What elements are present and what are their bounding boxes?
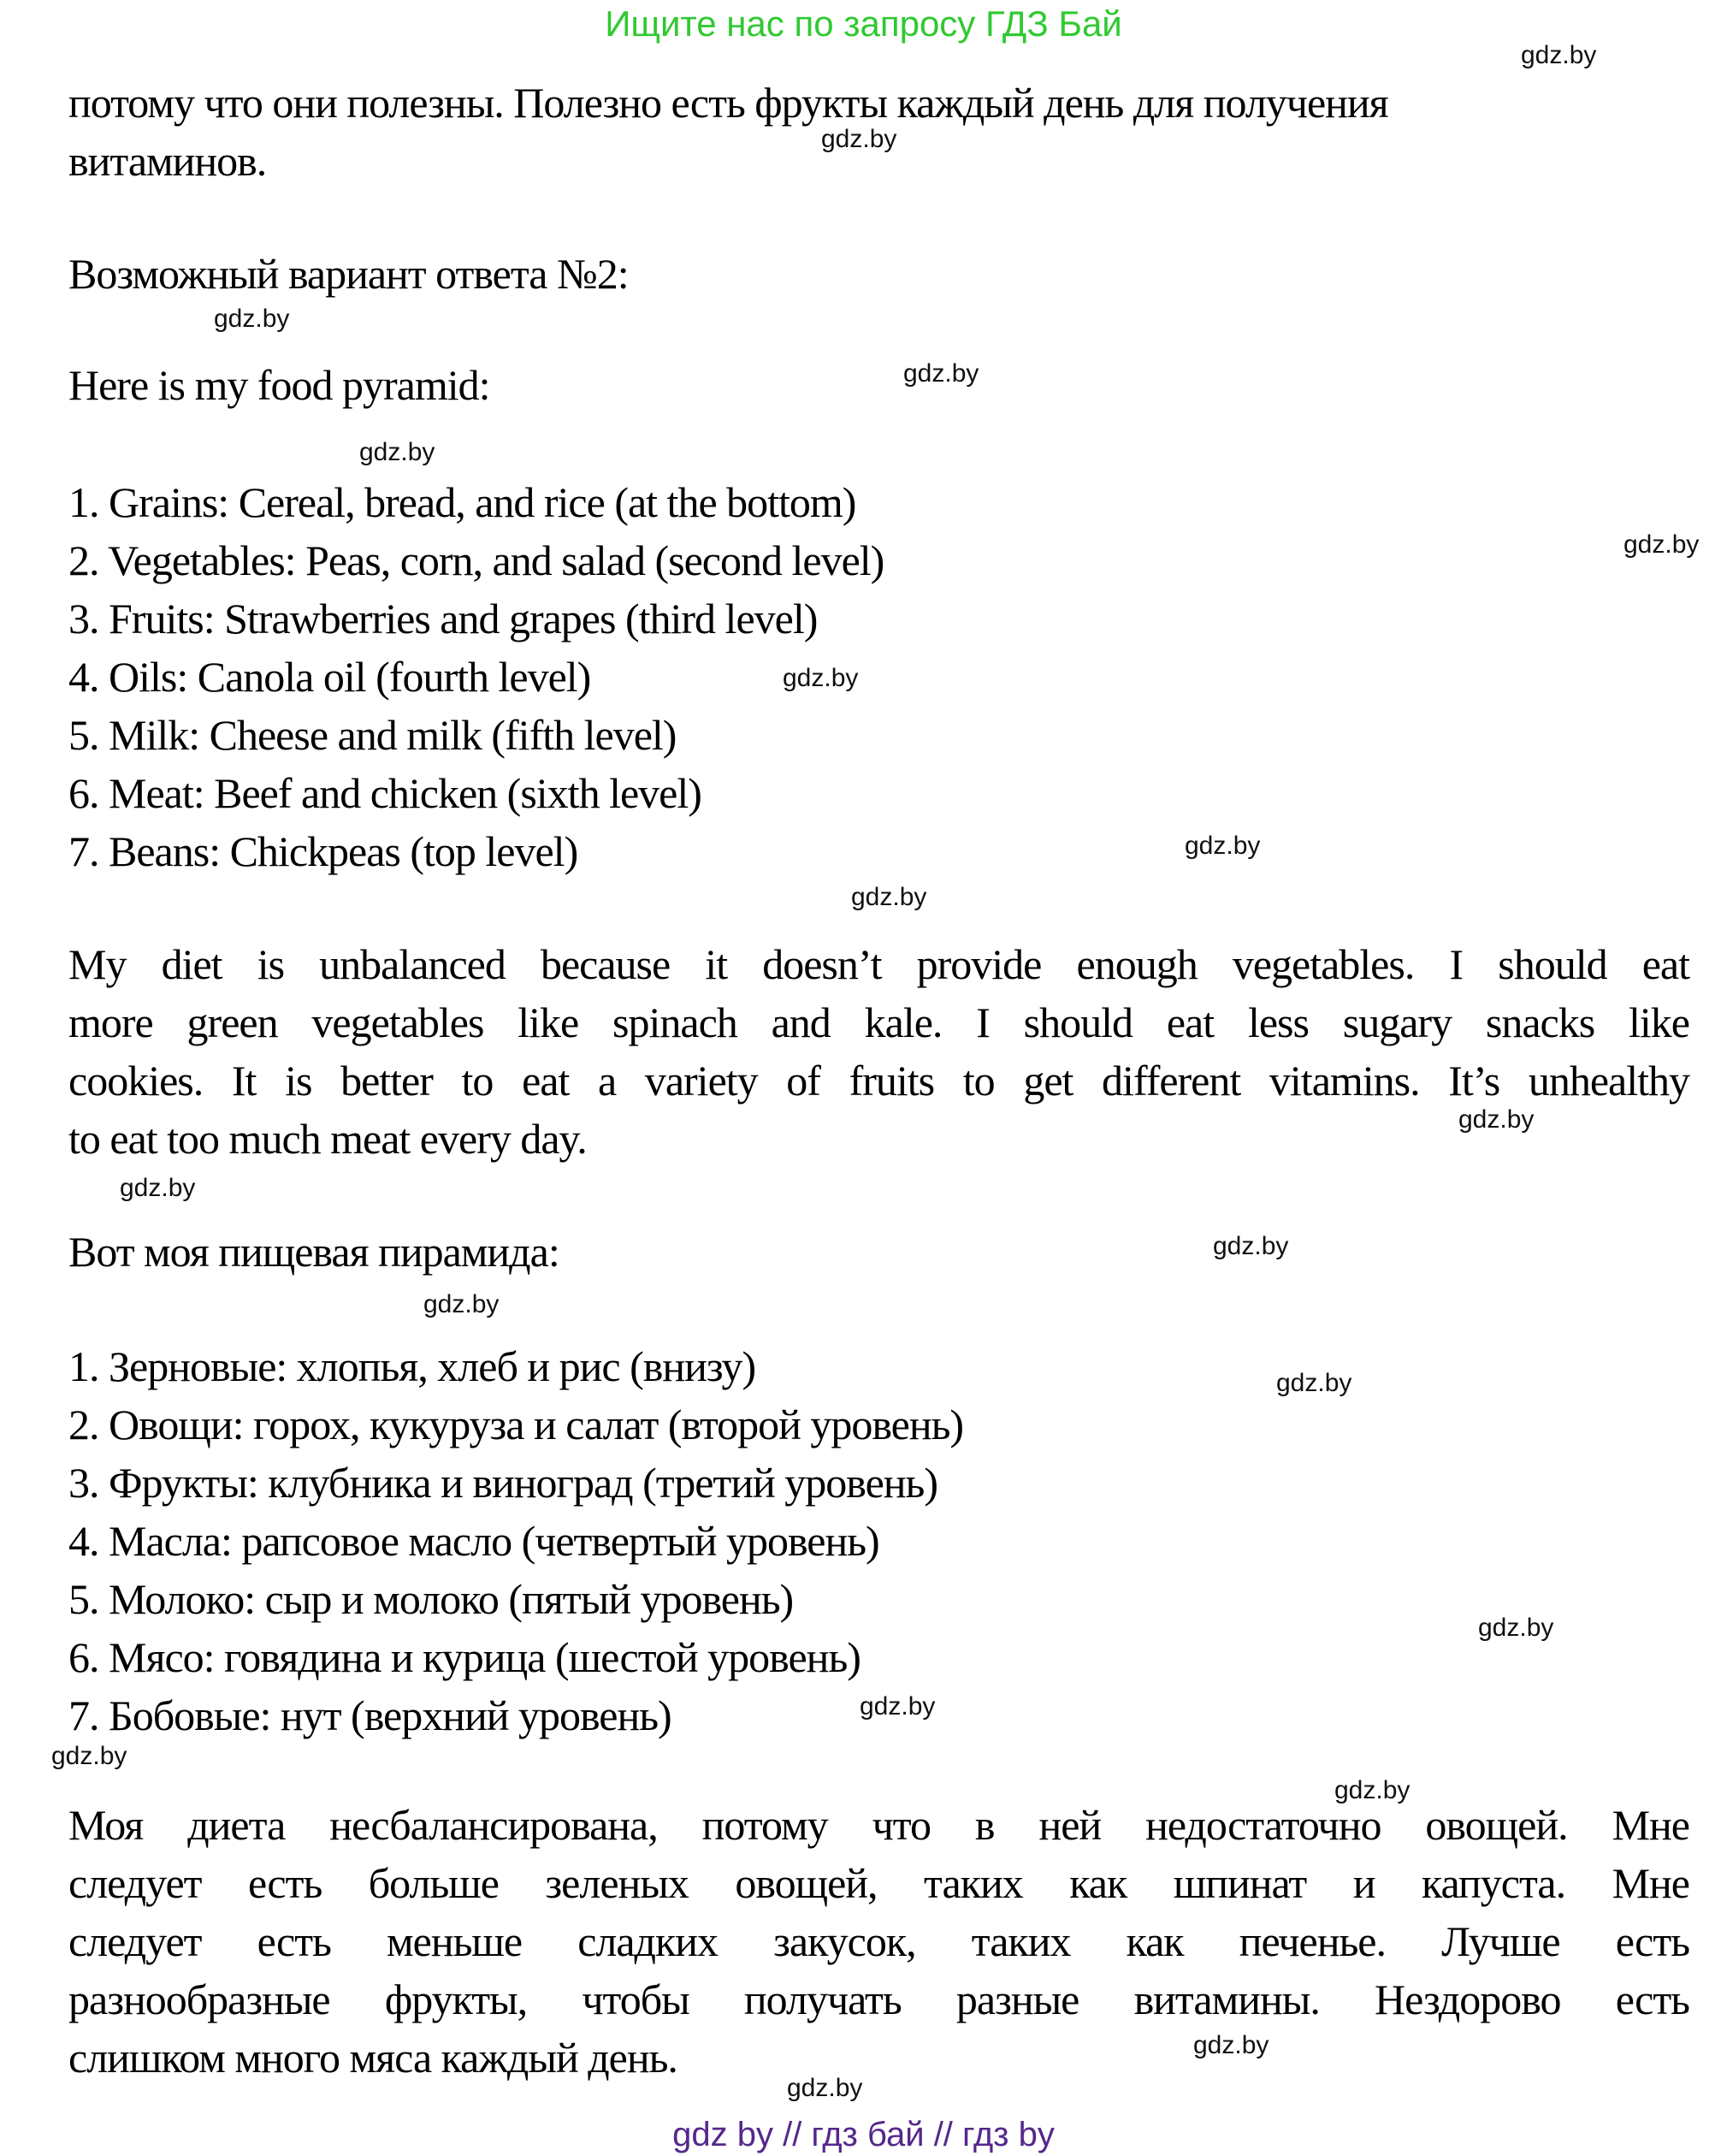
gdz-watermark: gdz.by [1334,1776,1411,1804]
gdz-watermark: gdz.by [423,1290,500,1318]
text-line: Моя диета несбалансирована, потому что в ней недостаточно овощей. Мне [68,1801,1689,1849]
text-line: 4. Oils: Canola oil (fourth level) [68,653,591,701]
text-line: слишком много мяса каждый день. [68,2034,677,2082]
text-line: 5. Milk: Cheese and milk (fifth level) [68,711,677,759]
heading-line: Here is my food pyramid: [68,361,490,409]
gdz-watermark: gdz.by [1193,2031,1269,2059]
gdz-watermark: gdz.by [1213,1232,1289,1260]
gdz-watermark: gdz.by [860,1692,936,1721]
text-line: потому что они полезны. Полезно есть фрукты каждый день для получения [68,79,1388,127]
heading-line: Возможный вариант ответа №2: [68,250,629,298]
text-line: следует есть меньше сладких закусок, таких как печенье. Лучше есть [68,1917,1689,1965]
text-line: 6. Meat: Beef and chicken (sixth level) [68,769,701,817]
gdz-watermark: gdz.by [1521,41,1597,69]
promo-banner: Ищите нас по запросу ГДЗ Бай [605,3,1122,44]
gdz-watermark: gdz.by [359,438,435,466]
gdz-watermark: gdz.by [1623,530,1700,559]
answer-variant-heading [68,245,1689,303]
text-line: cookies. It is better to eat a variety of fruits to get different vitamins. It’s unhealthy [68,1057,1689,1105]
text-line: 1. Зерновые: хлопья, хлеб и рис (внизу) [68,1342,756,1390]
text-line: My diet is unbalanced because it doesn’t provide enough vegetables. I should eat [68,940,1689,988]
footer-links: gdz by // гдз бай // гдз by [672,2116,1055,2153]
text-line: 4. Масла: рапсовое масло (четвертый уровень) [68,1517,879,1565]
text-line: 7. Бобовые: нут (верхний уровень) [68,1691,671,1739]
heading-line: Вот моя пищевая пирамида: [68,1228,559,1276]
gdz-watermark: gdz.by [783,664,859,692]
diet-paragraph-en [68,935,1689,1168]
text-line: 2. Овощи: горох, кукуруза и салат (второй уровень) [68,1401,964,1448]
diet-paragraph-ru [68,1796,1689,2087]
gdz-watermark: gdz.by [1458,1105,1535,1134]
text-line: следует есть больше зеленых овощей, таких как шпинат и капуста. Мне [68,1859,1689,1907]
gdz-watermark: gdz.by [51,1742,127,1770]
text-line: more green vegetables like spinach and kale. I should eat less sugary snacks like [68,998,1689,1046]
text-line: разнообразные фрукты, чтобы получать разные витамины. Нездорово есть [68,1975,1689,2023]
text-line: 5. Молоко: сыр и молоко (пятый уровень) [68,1575,794,1623]
text-line: 3. Fruits: Strawberries and grapes (third level) [68,595,818,643]
gdz-watermark: gdz.by [787,2074,863,2102]
food-pyramid-heading-ru [68,1223,1689,1281]
text-line: витаминов. [68,137,267,185]
food-pyramid-list-ru [68,1337,1689,1744]
gdz-watermark: gdz.by [1276,1369,1352,1397]
food-pyramid-list-en [68,473,1689,880]
gdz-watermark: gdz.by [903,359,979,388]
text-line: 1. Grains: Cereal, bread, and rice (at the bottom) [68,478,856,526]
text-line: 2. Vegetables: Peas, corn, and salad (second level) [68,536,884,584]
gdz-watermark: gdz.by [120,1174,196,1202]
gdz-watermark: gdz.by [1478,1614,1554,1642]
text-line: to eat too much meat every day. [68,1115,587,1163]
text-line: 7. Beans: Chickpeas (top level) [68,827,578,875]
gdz-watermark: gdz.by [1185,832,1261,860]
gdz-watermark: gdz.by [851,883,927,911]
text-line: 3. Фрукты: клубника и виноград (третий уровень) [68,1459,937,1507]
gdz-watermark: gdz.by [821,125,897,153]
text-line: 6. Мясо: говядина и курица (шестой уровень) [68,1633,861,1681]
gdz-watermark: gdz.by [214,305,290,333]
food-pyramid-heading-en [68,356,1689,414]
